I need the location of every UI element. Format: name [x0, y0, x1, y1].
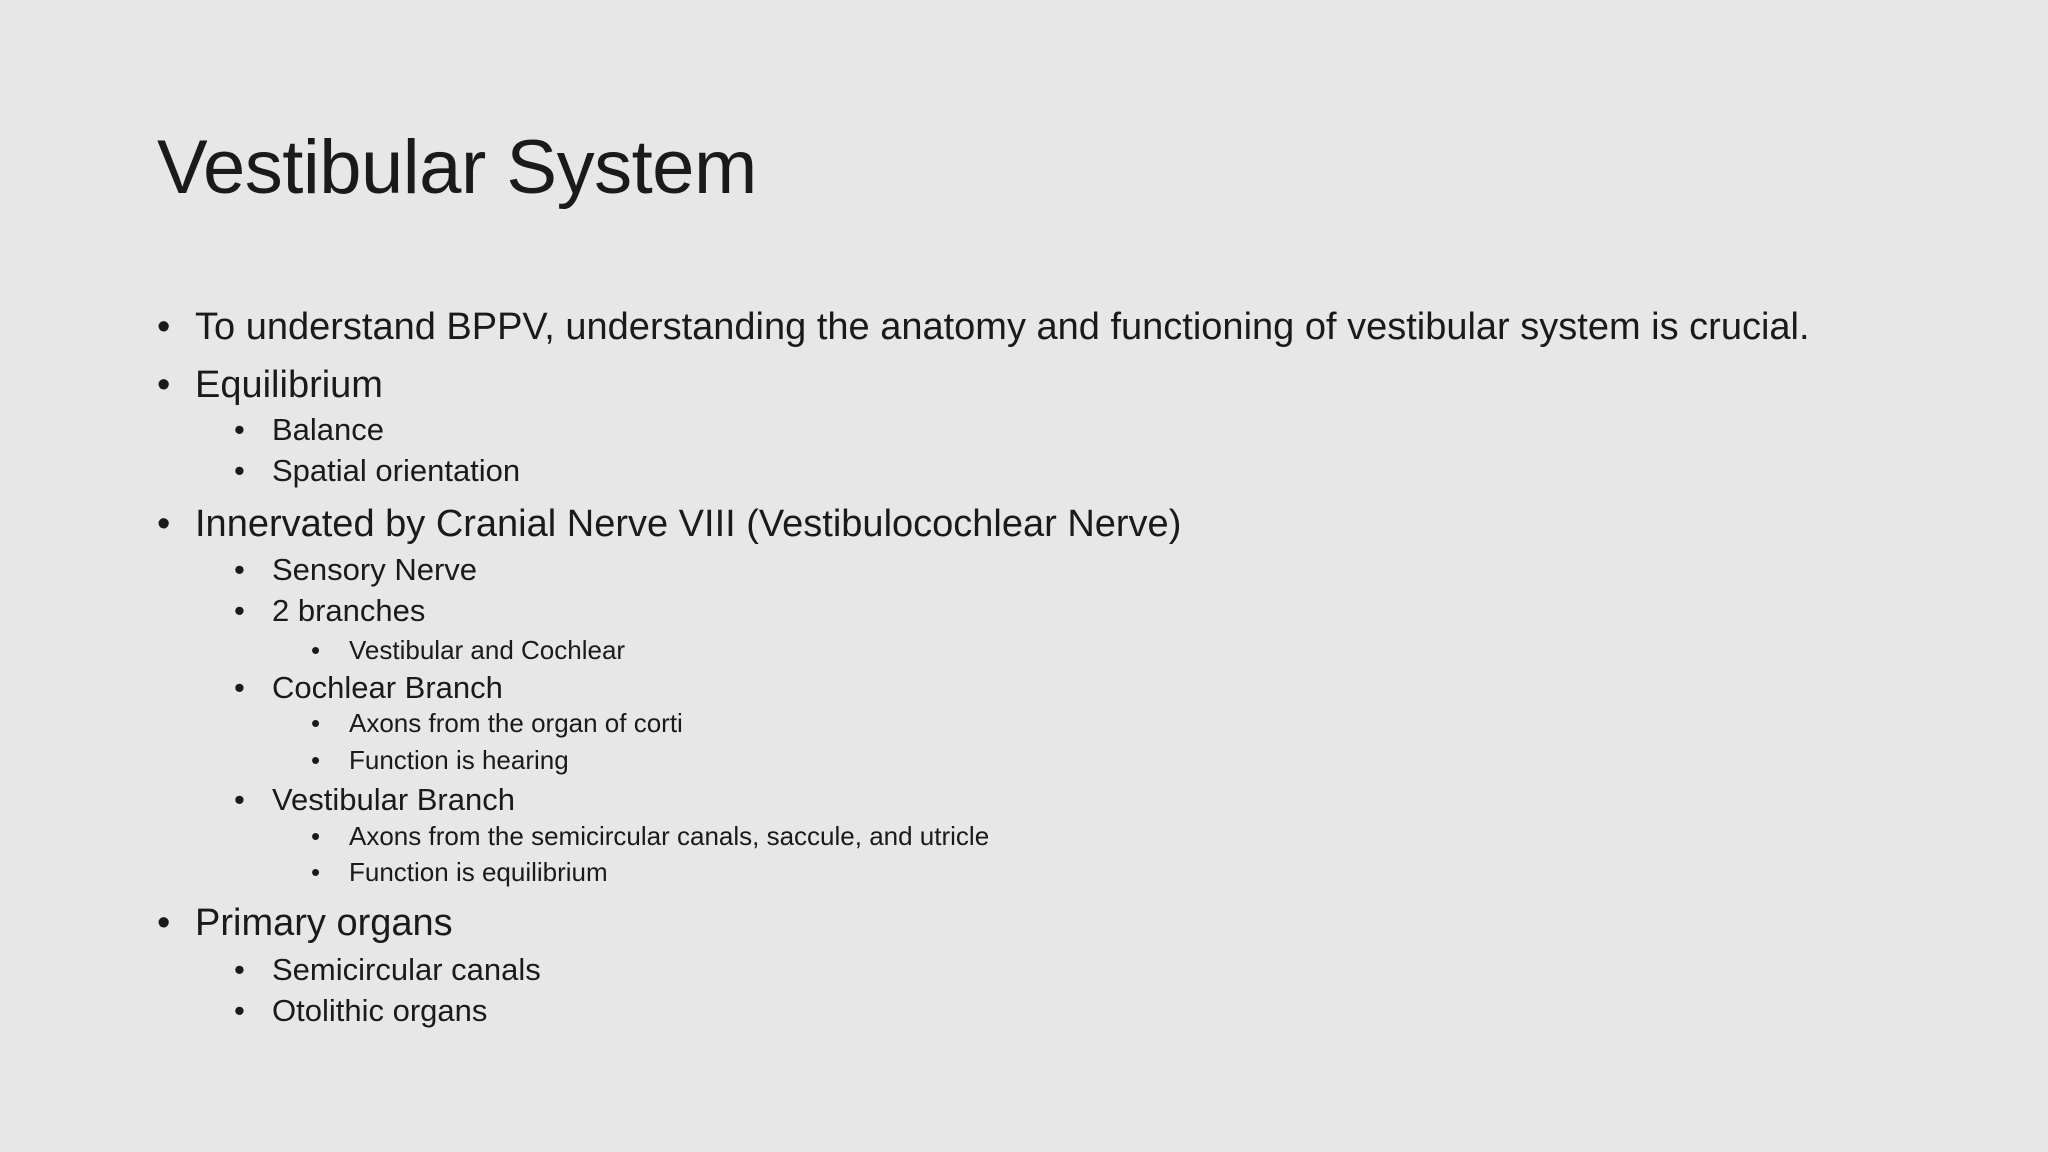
bullet-item-level-2	[234, 551, 478, 589]
bullet-item-level-2	[234, 411, 385, 449]
bullet-item-level-3	[311, 820, 990, 852]
bullet-marker: •	[234, 552, 245, 587]
bullet-text: Axons from the organ of corti	[349, 708, 683, 738]
bullet-marker: •	[157, 503, 171, 545]
bullet-text: Primary organs	[195, 902, 453, 944]
bullet-item-level-1	[157, 304, 1810, 350]
bullet-item-level-1	[157, 501, 1182, 547]
bullet-marker: •	[234, 952, 245, 987]
bullet-item-level-2	[234, 951, 541, 989]
bullet-text: Otolithic organs	[272, 993, 488, 1028]
bullet-text: Axons from the semicircular canals, saccule, and utricle	[349, 821, 990, 851]
bullet-text: 2 branches	[272, 593, 426, 628]
bullet-marker: •	[157, 364, 171, 406]
bullet-text: Equilibrium	[195, 364, 383, 406]
bullet-marker: •	[311, 821, 321, 851]
bullet-marker: •	[234, 993, 245, 1028]
bullet-text: Balance	[272, 412, 385, 447]
bullet-item-level-2	[234, 781, 515, 819]
bullet-item-level-1	[157, 900, 453, 946]
bullet-marker: •	[311, 745, 321, 775]
bullet-text: Function is hearing	[349, 745, 569, 775]
bullet-text: To understand BPPV, understanding the anatomy and functioning of vestibular system is crucial.	[195, 306, 1810, 348]
bullet-item-level-2	[234, 452, 521, 490]
bullet-text: Function is equilibrium	[349, 857, 608, 887]
bullet-item-level-2	[234, 592, 426, 630]
bullet-marker: •	[157, 902, 171, 944]
bullet-marker: •	[234, 453, 245, 488]
bullet-item-level-3	[311, 707, 683, 739]
bullet-item-level-1	[157, 362, 383, 408]
bullet-marker: •	[234, 670, 245, 705]
bullet-item-level-2	[234, 992, 488, 1030]
bullet-text: Cochlear Branch	[272, 670, 503, 705]
bullet-text: Spatial orientation	[272, 453, 521, 488]
bullet-marker: •	[311, 708, 321, 738]
bullet-item-level-3	[311, 634, 626, 666]
bullet-marker: •	[157, 306, 171, 348]
bullet-marker: •	[234, 593, 245, 628]
bullet-item-level-2	[234, 669, 503, 707]
slide-title: Vestibular System	[157, 125, 757, 210]
bullet-text: Semicircular canals	[272, 952, 541, 987]
bullet-text: Sensory Nerve	[272, 552, 478, 587]
bullet-item-level-3	[311, 744, 569, 776]
bullet-marker: •	[234, 782, 245, 817]
bullet-text: Vestibular Branch	[272, 782, 515, 817]
bullet-text: Vestibular and Cochlear	[349, 635, 626, 665]
bullet-item-level-3	[311, 856, 608, 888]
bullet-marker: •	[234, 412, 245, 447]
bullet-marker: •	[311, 635, 321, 665]
bullet-text: Innervated by Cranial Nerve VIII (Vestibulocochlear Nerve)	[195, 503, 1182, 545]
bullet-marker: •	[311, 857, 321, 887]
